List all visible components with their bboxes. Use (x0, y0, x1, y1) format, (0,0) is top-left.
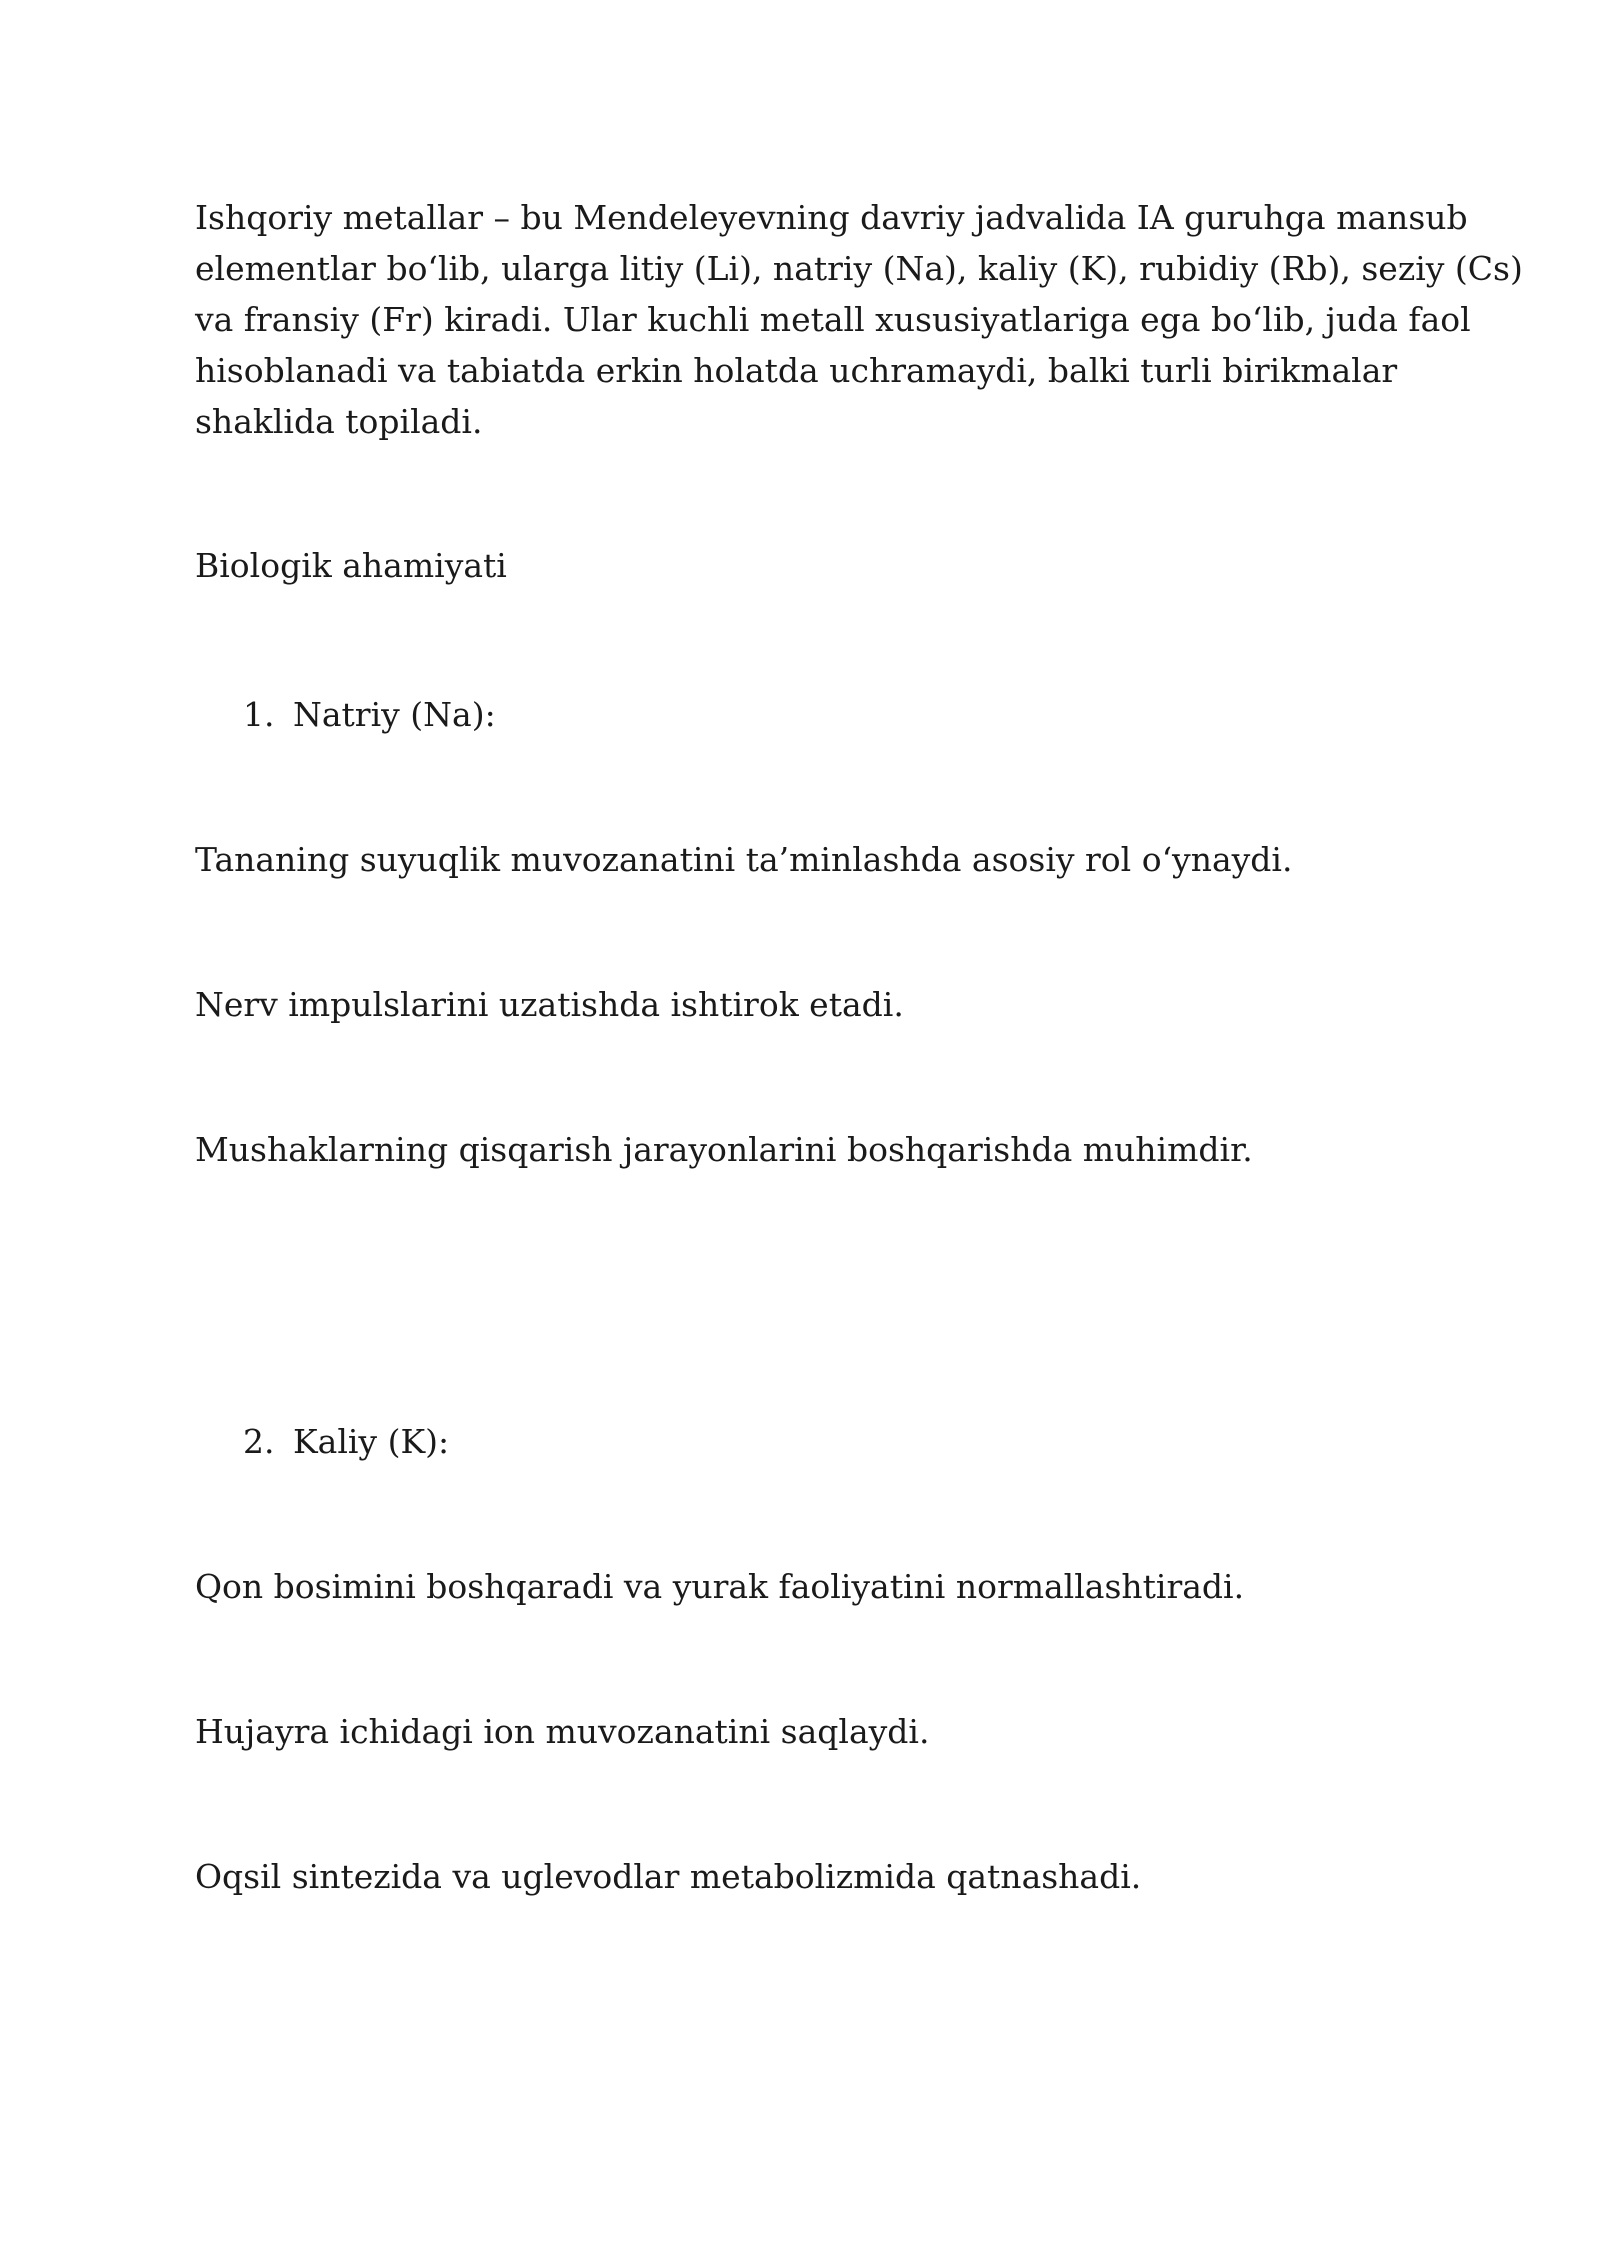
intro-paragraph (195, 192, 1523, 447)
intro-line: shaklida topiladi. (195, 402, 483, 441)
intro-line: hisoblanadi va tabiatda erkin holatda uchramaydi, balki turli birikmalar (195, 351, 1398, 390)
natriy-point: Tananing suyuqlik muvozanatini ta’minlashda asosiy rol o‘ynaydi. (195, 840, 1293, 879)
list-item-kaliy (243, 1416, 449, 1467)
kaliy-point: Hujayra ichidagi ion muvozanatini saqlaydi. (195, 1712, 930, 1751)
intro-line: Ishqoriy metallar – bu Mendeleyevning davriy jadvalida IA guruhga mansub (195, 198, 1468, 237)
list-item-title: Natriy (Na): (293, 695, 496, 734)
intro-line: va fransiy (Fr) kiradi. Ular kuchli metall xususiyatlariga ega bo‘lib, juda faol (195, 300, 1471, 339)
section-heading: Biologik ahamiyati (195, 546, 507, 585)
intro-line: elementlar bo‘lib, ularga litiy (Li), natriy (Na), kaliy (K), rubidiy (Rb), seziy (Cs) (195, 249, 1523, 288)
list-item-natriy (243, 689, 496, 740)
natriy-point: Mushaklarning qisqarish jarayonlarini boshqarishda muhimdir. (195, 1130, 1253, 1169)
list-number: 1. (243, 695, 275, 734)
kaliy-point: Oqsil sintezida va uglevodlar metabolizmida qatnashadi. (195, 1857, 1142, 1896)
natriy-point: Nerv impulslarini uzatishda ishtirok etadi. (195, 985, 904, 1024)
list-number: 2. (243, 1422, 275, 1461)
list-item-title: Kaliy (K): (293, 1422, 450, 1461)
kaliy-point: Qon bosimini boshqaradi va yurak faoliyatini normallashtiradi. (195, 1567, 1245, 1606)
